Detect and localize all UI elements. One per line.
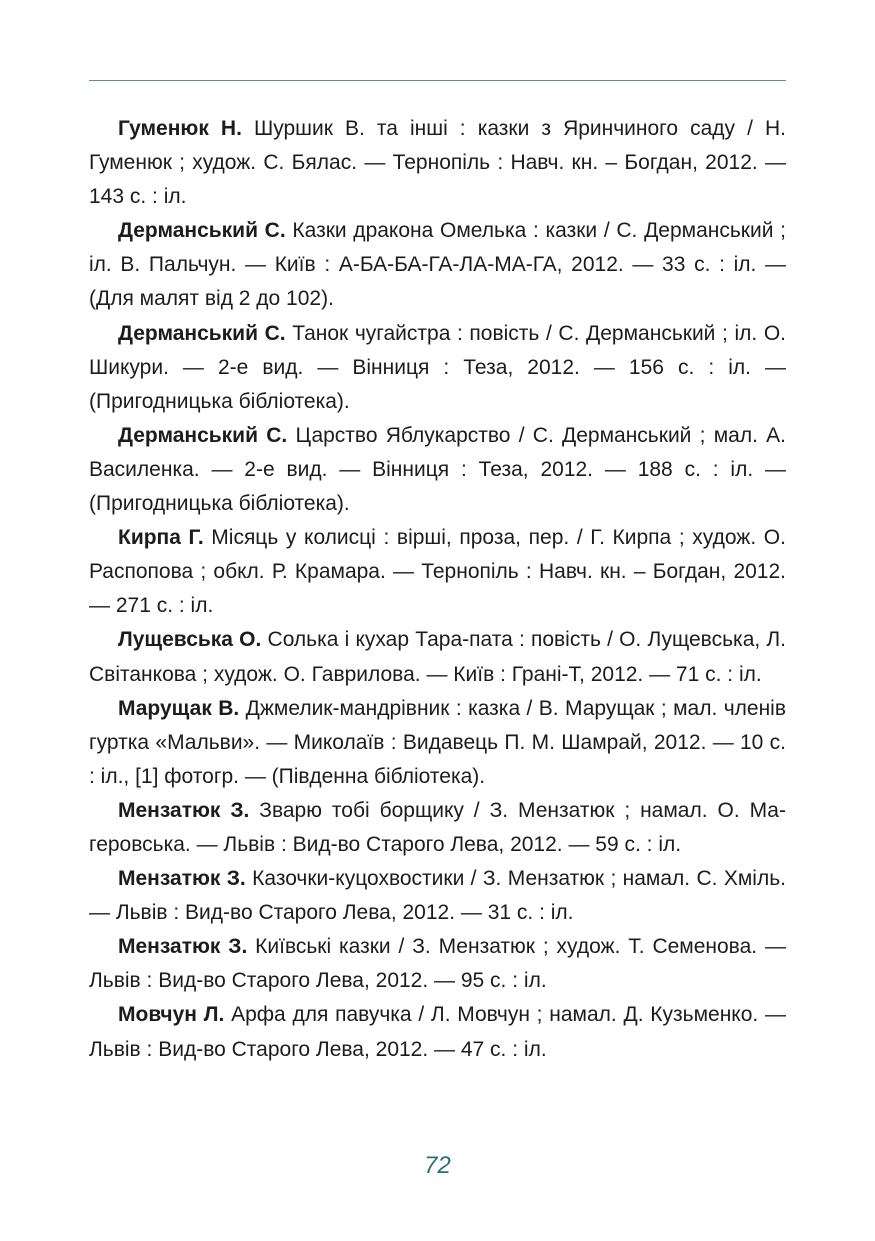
entry-author: Дерманський С. — [118, 219, 286, 243]
entry-text: Арфа для павучка / Л. Мовчун ; намал. Д. Кузьменко. — Львів : Вид-во Старого Лева, 2012. — 47 с. : іл. — [89, 1003, 786, 1061]
entry-text: Царство Яблукарство / С. Дерманський ; мал. А. Василенка. — 2-е вид. — Вінниця : Теза, 2012. — 188 с. : іл. — (Пригодницька бібліотека). — [89, 423, 786, 516]
entry-author: Дерманський С. — [118, 321, 286, 345]
entry-text: Джмелик-мандрівник : казка / В. Марущак ; мал. членів гуртка «Мальви». — Миколаїв : Видавець П. М. Шамрай, 2012. — 10 с. : іл., [1] фотогр. — (Південна бібліотека). — [89, 696, 786, 788]
bibliography-entry — [89, 214, 786, 316]
entry-author: Лущевська О. — [118, 628, 262, 652]
entry-author: Дерманський С. — [118, 423, 288, 447]
header-rule — [89, 80, 786, 81]
entry-author: Кирпа Г. — [118, 526, 204, 550]
entry-text: Київські казки / З. Мензатюк ; худож. Т. Семенова. — Львів : Вид-во Старого Лева, 2012. — 95 с. : іл. — [89, 935, 786, 993]
entry-text: Шуршик В. та інші : казки з Яринчиного саду / Н. Гуменюк ; худож. С. Бялас. — Тернопіль : Навч. кн. – Богдан, 2012. — 143 с. : іл. — [89, 117, 786, 209]
entry-author: Мовчун Л. — [118, 1003, 225, 1027]
bibliography-entry — [89, 419, 786, 521]
bibliography-entry — [89, 794, 786, 862]
bibliography-entry — [89, 862, 786, 930]
page-number: 72 — [424, 1152, 451, 1179]
entry-author: Мензатюк З. — [118, 935, 248, 959]
bibliography-entry — [89, 521, 786, 623]
entry-text: Солька і кухар Тара-пата : повість / О. Лущевська, Л. Світанкова ; худож. О. Гаврилова. — Київ : Грані-Т, 2012. — 71 с. : іл. — [89, 628, 787, 686]
bibliography-entry — [89, 112, 786, 214]
bibliography-entry — [89, 692, 786, 794]
entry-text: Танок чугайстра : повість / С. Дерманський ; іл. О. Шикури. — 2-е вид. — Вінниця : Теза, 2012. — 156 с. : іл. — (Пригодницька бібліотека). — [89, 321, 786, 413]
entry-author: Марущак В. — [118, 696, 240, 720]
bibliography-entry — [89, 998, 786, 1066]
bibliography-list — [89, 112, 786, 1067]
entry-text: Місяць у колисці : вірші, проза, пер. / Г. Кирпа ; худож. О. Распопова ; обкл. Р. Крамара. — Тернопіль : Навч. кн. – Богдан, 2012. — 271 с. : іл. — [89, 526, 786, 618]
entry-text: Казочки-куцохвостики / З. Мензатюк ; намал. С. Хміль. — Львів : Вид-во Старого Лева, 2012. — 31 с. : іл. — [89, 867, 786, 925]
bibliography-entry — [89, 317, 786, 419]
entry-author: Мензатюк З. — [118, 798, 250, 822]
bibliography-entry — [89, 930, 786, 998]
entry-author: Гуменюк Н. — [118, 117, 242, 140]
entry-text: Казки дракона Омелька : казки / С. Дерманський ; іл. В. Пальчун. — Київ : А-БА-БА-ГА-ЛА-МА-ГА, 2012. — 33 с. : іл. — (Для малят від 2 до 102). — [89, 219, 786, 311]
entry-text: Зварю тобі борщику / З. Мензатюк ; намал. О. Магеровська. — Львів : Вид-во Старого Лева, 2012. — 59 с. : іл. — [89, 798, 786, 856]
bibliography-entry — [89, 623, 786, 691]
entry-author: Мензатюк З. — [118, 867, 246, 891]
